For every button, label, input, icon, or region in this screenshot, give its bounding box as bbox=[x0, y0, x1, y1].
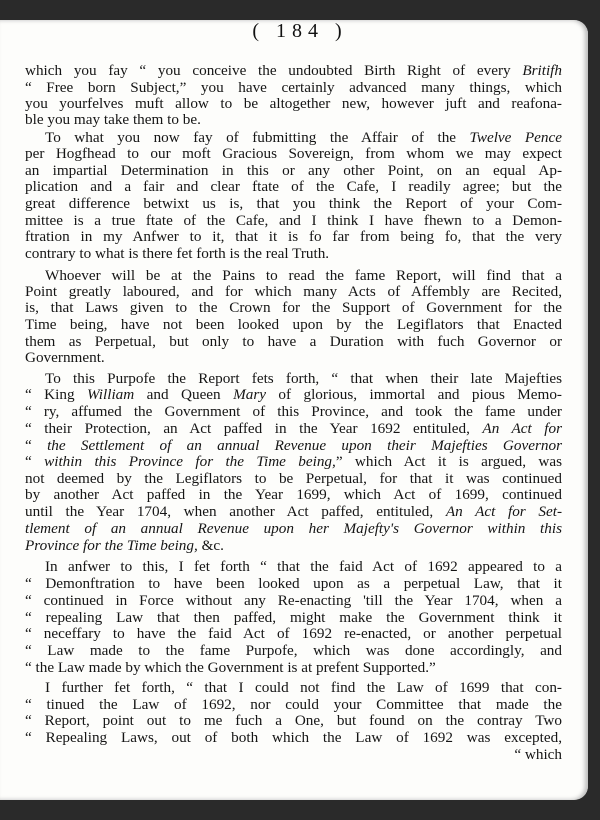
text-segment: “ the Law made by which the Government is at prefent Supported.” bbox=[25, 659, 436, 676]
text-line bbox=[25, 642, 562, 659]
text-line bbox=[25, 503, 562, 520]
italic-text: Twelve Pence bbox=[469, 129, 562, 146]
text-line bbox=[25, 145, 562, 162]
text-segment: “ Repealing Laws, out of both which the Law of 1692 was excepted, bbox=[25, 729, 562, 746]
text-segment: of glorious, immortal and pious Memo- bbox=[265, 386, 562, 403]
text-line bbox=[25, 575, 562, 592]
italic-text: Province for the Time being, bbox=[25, 537, 198, 554]
text-segment: contrary to what is there fet forth is the real Truth. bbox=[25, 245, 330, 262]
text-segment: “ bbox=[25, 437, 48, 454]
text-line bbox=[25, 746, 562, 763]
text-line bbox=[45, 558, 562, 575]
text-segment: “ Free born Subject,” you have certainly advanced many things, which bbox=[25, 79, 562, 96]
italic-text: William bbox=[86, 386, 135, 403]
text-line bbox=[25, 316, 562, 333]
text-line bbox=[25, 299, 562, 316]
text-line bbox=[25, 111, 562, 128]
text-segment: “ continued in Force without any Re-enacting 'till the Year 1704, when a bbox=[25, 592, 562, 609]
text-line bbox=[45, 679, 562, 696]
text-segment: “ tinued the Law of 1692, nor could your Committee that made the bbox=[25, 696, 562, 713]
text-line bbox=[25, 470, 562, 487]
text-segment: “ which bbox=[514, 746, 562, 763]
text-segment: “ neceffary to have the faid Act of 1692 re-enacted, or another perpetual bbox=[25, 625, 562, 642]
text-segment: “ Demonftration to have been looked upon as a perpetual Law, that it bbox=[25, 575, 562, 592]
text-segment: “ their Protection, an Act paffed in the Year 1692 entituled, bbox=[25, 420, 483, 437]
text-segment: “ Report, point out to me fuch a One, but found on the contray Two bbox=[25, 712, 562, 729]
text-segment: “ bbox=[25, 453, 45, 470]
text-line bbox=[25, 162, 562, 179]
text-segment: is, that Laws given to the Crown for the Support of Government for the bbox=[25, 299, 562, 316]
text-segment: by another Act paffed in the Year 1699, which Act of 1699, continued bbox=[25, 486, 562, 503]
text-segment: until the Year 1704, when another Act paffed, entituled, bbox=[25, 503, 446, 520]
italic-text: An Act for bbox=[482, 420, 562, 437]
text-segment: great difference betwixt us is, that you think the Report of your Com- bbox=[25, 195, 562, 212]
text-segment: you yourfelves muft allow to be altogether new, however juft and reafona- bbox=[25, 95, 562, 112]
text-segment: an impartial Determination in this or any other Point, on an equal Ap- bbox=[25, 162, 562, 179]
text-segment: which you fay “ you conceive the undoubted Birth Right of every bbox=[25, 62, 523, 79]
text-segment: “ ry, affumed the Government of this Province, and took the fame under bbox=[25, 403, 562, 420]
italic-text: Britifh bbox=[522, 62, 562, 79]
text-segment: I further fet forth, “ that I could not find the Law of 1699 that con- bbox=[45, 679, 562, 696]
text-segment: &c. bbox=[197, 537, 224, 554]
text-segment: ftration in my Anfwer to it, that it is fo far from being fo, that the very bbox=[25, 228, 562, 245]
text-segment: them as Perpetual, but only to have a Duration with fuch Governor or bbox=[25, 333, 562, 350]
text-line bbox=[25, 712, 562, 729]
text-segment: Point greatly laboured, and for which many Acts of Affembly are Recited, bbox=[25, 283, 562, 300]
italic-text: Mary bbox=[233, 386, 266, 403]
text-line bbox=[25, 245, 562, 262]
text-line bbox=[25, 95, 562, 112]
text-line bbox=[25, 453, 562, 470]
page-number: ( 184 ) bbox=[252, 20, 348, 42]
text-line bbox=[25, 195, 562, 212]
text-segment: ” which Act it is argued, was bbox=[335, 453, 562, 470]
text-segment: mittee is a true ftate of the Cafe, and I think I have fhewn to a Demon- bbox=[25, 212, 562, 229]
text-line bbox=[25, 403, 562, 420]
text-segment: “ Law made to the fame Purpofe, which was done accordingly, and bbox=[25, 642, 562, 659]
text-line bbox=[25, 486, 562, 503]
text-segment: In anfwer to this, I fet forth “ that the faid Act of 1692 appeared to a bbox=[45, 558, 562, 575]
text-line bbox=[25, 333, 562, 350]
text-line bbox=[25, 212, 562, 229]
text-segment: ble you may take them to be. bbox=[25, 111, 201, 128]
text-line bbox=[25, 659, 562, 676]
text-segment: Whoever will be at the Pains to read the fame Report, will find that a bbox=[45, 267, 562, 284]
text-segment: To what you now fay of fubmitting the Affair of the bbox=[45, 129, 470, 146]
text-line bbox=[25, 62, 562, 79]
text-line bbox=[25, 537, 562, 554]
text-line bbox=[25, 609, 562, 626]
text-line bbox=[25, 178, 562, 195]
text-segment: plication and a fair and clear ftate of the Cafe, I readily agree; but the bbox=[25, 178, 562, 195]
italic-text: the Settlement of an annual Revenue upon their Majefties Governor bbox=[47, 437, 562, 454]
italic-text: An Act for Set- bbox=[445, 503, 562, 520]
text-line bbox=[25, 437, 562, 454]
text-segment: “ King bbox=[25, 386, 87, 403]
text-line bbox=[45, 267, 562, 284]
text-line bbox=[25, 79, 562, 96]
text-segment: per Hogfhead to our moft Gracious Sovereign, from whom we may expect bbox=[25, 145, 562, 162]
text-line bbox=[25, 696, 562, 713]
text-line bbox=[25, 625, 562, 642]
text-line bbox=[25, 228, 562, 245]
text-segment: Government. bbox=[25, 349, 105, 366]
text-line bbox=[25, 420, 562, 437]
text-line bbox=[25, 349, 562, 366]
text-line bbox=[25, 283, 562, 300]
text-line bbox=[45, 370, 562, 387]
text-line bbox=[25, 520, 562, 537]
text-line bbox=[25, 729, 562, 746]
text-segment: and Queen bbox=[134, 386, 234, 403]
text-segment: To this Purpofe the Report fets forth, “ that when their late Majefties bbox=[45, 370, 562, 387]
text-segment: “ repealing Law that then paffed, might make the Government think it bbox=[25, 609, 562, 626]
text-segment: not deemed by the Legiflators to be Perpetual, for that it was continued bbox=[25, 470, 562, 487]
text-line bbox=[25, 386, 562, 403]
text-segment: Time being, have not been looked upon by the Legiflators that Enacted bbox=[25, 316, 562, 333]
text-line bbox=[45, 129, 562, 146]
italic-text: tlement of an annual Revenue upon her Majefty's Governor within this bbox=[25, 520, 562, 537]
text-line bbox=[25, 592, 562, 609]
italic-text: within this Province for the Time being, bbox=[44, 453, 336, 470]
